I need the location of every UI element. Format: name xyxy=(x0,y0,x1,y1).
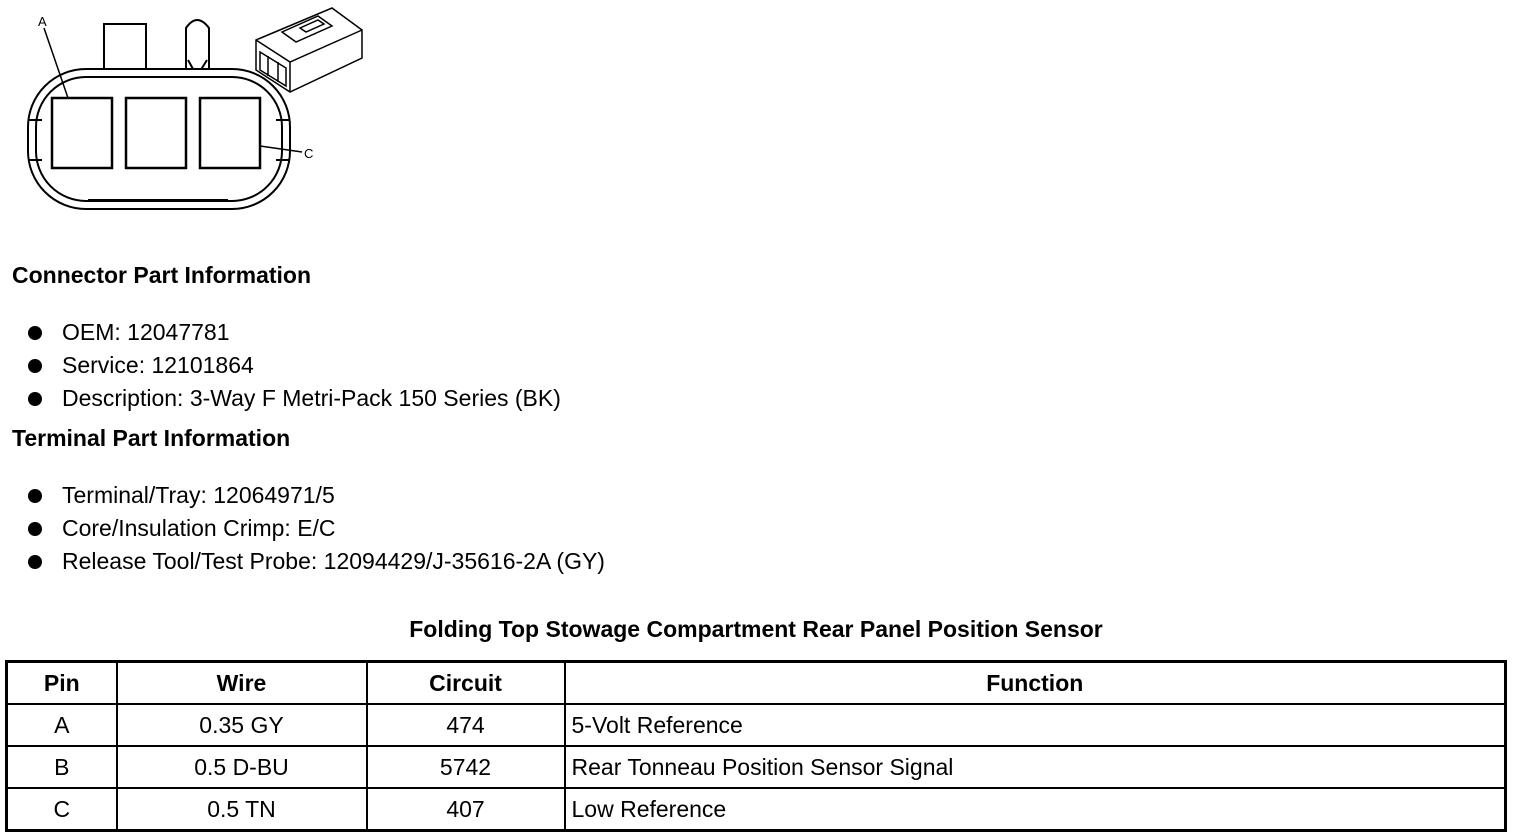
header-pin: Pin xyxy=(7,662,117,705)
terminal-release-tool: Release Tool/Test Probe: 12094429/J-35616-2A (GY) xyxy=(62,548,605,574)
cell-pin: C xyxy=(7,788,117,831)
cell-wire: 0.35 GY xyxy=(117,704,367,746)
bullet-icon xyxy=(28,392,42,406)
cell-pin: B xyxy=(7,746,117,788)
cell-function: Low Reference xyxy=(565,788,1506,831)
pin-table-title: Folding Top Stowage Compartment Rear Panel Position Sensor xyxy=(409,616,1103,642)
bullet-icon xyxy=(28,489,42,503)
callout-c-label: C xyxy=(304,146,314,161)
connector-description: Description: 3-Way F Metri-Pack 150 Series (BK) xyxy=(62,385,561,411)
cell-function: 5-Volt Reference xyxy=(565,704,1506,746)
cell-function: Rear Tonneau Position Sensor Signal xyxy=(565,746,1506,788)
connector-oem: OEM: 12047781 xyxy=(62,319,230,345)
header-circuit: Circuit xyxy=(367,662,565,705)
terminal-tray: Terminal/Tray: 12064971/5 xyxy=(62,482,335,508)
pin-table xyxy=(5,660,1507,832)
bullet-icon xyxy=(28,555,42,569)
bullet-icon xyxy=(28,326,42,340)
connector-thumbnail-icon xyxy=(256,8,362,92)
list-item xyxy=(28,349,561,382)
connector-info-list xyxy=(28,316,561,415)
bullet-icon xyxy=(28,359,42,373)
terminal-info-list xyxy=(28,479,605,578)
list-item xyxy=(28,316,561,349)
terminal-crimp: Core/Insulation Crimp: E/C xyxy=(62,515,336,541)
cell-pin: A xyxy=(7,704,117,746)
connector-diagram xyxy=(0,0,380,225)
list-item xyxy=(28,479,605,512)
table-header-row xyxy=(7,662,1506,705)
connector-service: Service: 12101864 xyxy=(62,352,254,378)
list-item xyxy=(28,382,561,415)
terminal-info-title: Terminal Part Information xyxy=(12,425,291,451)
header-function: Function xyxy=(565,662,1506,705)
header-wire: Wire xyxy=(117,662,367,705)
list-item xyxy=(28,545,605,578)
table-row xyxy=(7,704,1506,746)
cell-circuit: 5742 xyxy=(367,746,565,788)
callout-a-label: A xyxy=(38,14,47,29)
cell-wire: 0.5 D-BU xyxy=(117,746,367,788)
cell-circuit: 407 xyxy=(367,788,565,831)
cell-wire: 0.5 TN xyxy=(117,788,367,831)
list-item xyxy=(28,512,605,545)
table-row xyxy=(7,788,1506,831)
cell-circuit: 474 xyxy=(367,704,565,746)
table-row xyxy=(7,746,1506,788)
bullet-icon xyxy=(28,522,42,536)
connector-info-title: Connector Part Information xyxy=(12,262,312,288)
